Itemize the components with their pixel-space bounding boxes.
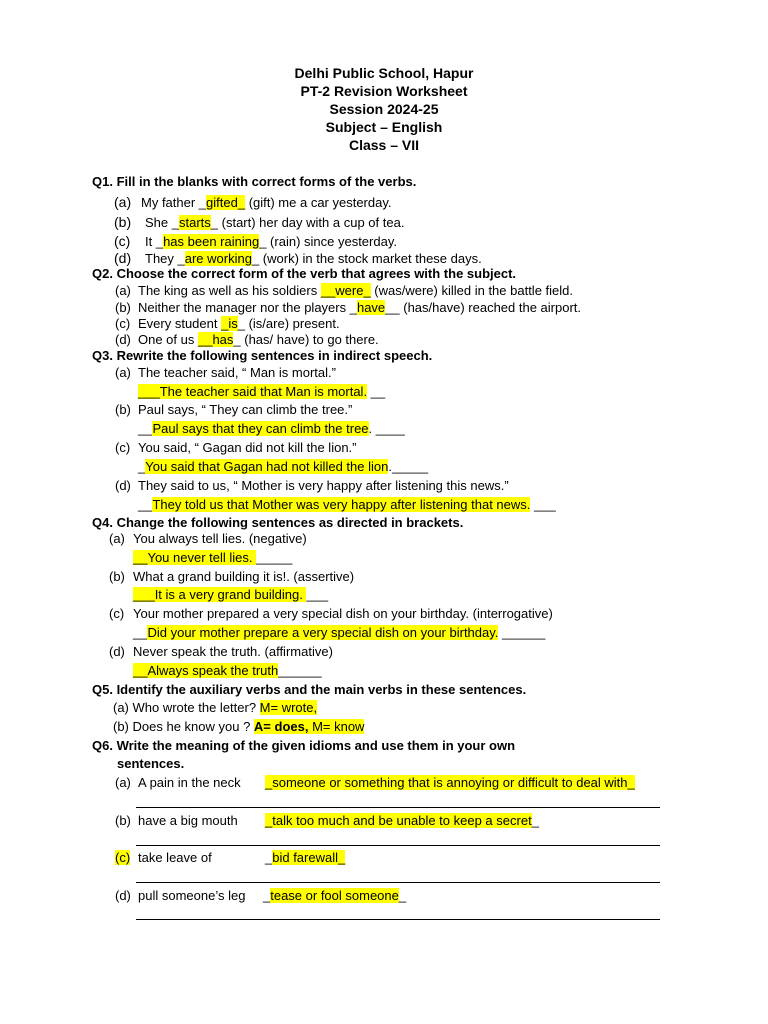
answer-line [136, 919, 660, 920]
answer: You said that Gagan had not killed the lion [145, 459, 389, 474]
answer-auxiliary: A= does, [253, 719, 309, 734]
item-label: (d) [115, 478, 131, 493]
q4-item-c: (c) Your mother prepared a very special dish on your birthday. (interrogative) [109, 606, 553, 621]
q6-item-a [115, 775, 635, 791]
q3-answer-a: ___The teacher said that Man is mortal. __ [138, 384, 386, 399]
q3-item-d: (d) They said to us, “ Mother is very happy after listening this news.” [115, 478, 509, 493]
q6-item-b: (b) have a big mouth _talk too much and be unable to keep a secret_ [115, 813, 539, 828]
q4-answer-c: __Did your mother prepare a very special dish on your birthday. ______ [133, 625, 546, 640]
q2-title: Q2. Choose the correct form of the verb that agrees with the subject. [92, 266, 517, 281]
q4-item-a: (a) You always tell lies. (negative) [109, 531, 307, 546]
answer: tease or fool someone [270, 888, 399, 903]
q1-item-a: (a) My father _gifted_ (gift) me a car yesterday. [114, 194, 392, 210]
q3-item-c: (c) You said, “ Gagan did not kill the lion.” [115, 440, 357, 455]
answer: Did your mother prepare a very special dish on your birthday. [147, 625, 499, 640]
worksheet-header [0, 64, 768, 154]
q2-item-c: (c) Every student _is_ (is/are) present. [115, 316, 340, 331]
answer: __Always speak the truth [133, 663, 279, 678]
answer-line [136, 807, 660, 808]
item-label: (d) [115, 332, 131, 347]
q4-answer-b: ___It is a very grand building. ___ [133, 587, 329, 602]
q1-title: Q1. Fill in the blanks with correct forms of the verbs. [92, 174, 417, 189]
answer-main: M= know [308, 719, 365, 734]
q4-answer-d: __Always speak the truth______ [133, 663, 322, 678]
answer: gifted_ [206, 195, 246, 210]
item-label: (c) [115, 850, 131, 865]
answer: are working [184, 251, 252, 266]
q1-item-b: (b) She _starts_ (start) her day with a cup of tea. [114, 214, 405, 230]
session: Session 2024-25 [329, 101, 439, 117]
q4-answer-a: __You never tell lies. _____ [133, 550, 293, 565]
item-label: (a) [109, 531, 125, 546]
answer-line [136, 882, 660, 883]
item-label: (a) [115, 775, 131, 790]
answer: starts [178, 215, 211, 230]
item-label: (b) [115, 813, 131, 828]
answer: They told us that Mother was very happy after listening that news. [152, 497, 531, 512]
answer: M= wrote, [259, 700, 318, 715]
q4-title: Q4. Change the following sentences as directed in brackets. [92, 515, 464, 530]
answer: ___It is a very grand building. [133, 587, 307, 602]
q1-item-d: (d) They _are working_ (work) in the stock market these days. [114, 250, 482, 266]
q3-item-b: (b) Paul says, “ They can climb the tree.” [115, 402, 353, 417]
q5-item-b: (b) Does he know you ? A= does, M= know [113, 719, 365, 734]
answer: ___The teacher said that Man is mortal. [138, 384, 368, 399]
answer-line [136, 845, 660, 846]
item-label: (c) [114, 233, 131, 249]
subject: Subject – English [325, 119, 443, 135]
q6-title-cont: sentences. [117, 756, 185, 771]
answer: Paul says that they can climb the tree [152, 421, 369, 436]
school-name: Delhi Public School, Hapur [294, 65, 474, 81]
item-label: (d) [114, 250, 132, 266]
item-label: (c) [109, 606, 125, 621]
item-label: (c) [115, 440, 131, 455]
answer: __has [197, 332, 234, 347]
answer: has been raining [163, 234, 260, 249]
answer: __were_ [320, 283, 371, 298]
q3-title: Q3. Rewrite the following sentences in indirect speech. [92, 348, 433, 363]
class: Class – VII [348, 137, 420, 153]
q3-item-a: (a) The teacher said, “ Man is mortal.” [115, 365, 336, 380]
answer: __You never tell lies. [133, 550, 257, 565]
item-label: (a) [115, 365, 131, 380]
q6-title: Q6. Write the meaning of the given idioms and use them in your own [92, 738, 516, 753]
answer: bid farewall_ [272, 850, 346, 865]
q3-answer-d: __They told us that Mother was very happy after listening that news. ___ [138, 497, 556, 512]
q4-item-b: (b) What a grand building it is!. (assertive) [109, 569, 355, 584]
answer: have [356, 300, 386, 315]
item-label: (b) [114, 214, 132, 230]
answer: _is [221, 316, 238, 331]
q5-item-a: (a) Who wrote the letter? M= wrote, [113, 700, 318, 715]
q6-item-d: (d) pull someone’s leg _tease or fool someone_ [115, 888, 407, 903]
answer: _someone or something that is annoying or difficult to deal with_ [265, 775, 635, 790]
idiom: have a big mouth [138, 813, 238, 828]
q3-answer-c: _You said that Gagan had not killed the lion._____ [138, 459, 429, 474]
item-label: (b) [115, 402, 131, 417]
idiom: take leave of [138, 850, 212, 865]
q2-item-d: (d) One of us __has_ (has/ have) to go there. [115, 332, 379, 347]
worksheet-title: PT-2 Revision Worksheet [300, 83, 468, 99]
q1-item-c: (c) It _has been raining_ (rain) since yesterday. [114, 233, 397, 249]
q6-item-c: (c) take leave of _bid farewall_ [115, 850, 346, 865]
item-label: (a) [115, 283, 131, 298]
answer: _talk too much and be unable to keep a secret [265, 813, 532, 828]
q5-title: Q5. Identify the auxiliary verbs and the main verbs in these sentences. [92, 682, 527, 697]
item-label: (b) [109, 569, 125, 584]
q2-item-a: (a) The king as well as his soldiers __were_ (was/were) killed in the battle field. [115, 283, 573, 298]
idiom: pull someone’s leg [138, 888, 246, 903]
q4-item-d: (d) Never speak the truth. (affirmative) [109, 644, 333, 659]
idiom: A pain in the neck [138, 775, 241, 790]
item-label: (b) [115, 300, 131, 315]
item-label: (c) [115, 316, 131, 331]
item-label: (a) [114, 194, 132, 210]
q3-answer-b: __Paul says that they can climb the tree. ____ [138, 421, 405, 436]
item-label: (d) [109, 644, 125, 659]
q2-item-b: (b) Neither the manager nor the players _have__ (has/have) reached the airport. [115, 300, 582, 315]
item-label: (d) [115, 888, 131, 903]
